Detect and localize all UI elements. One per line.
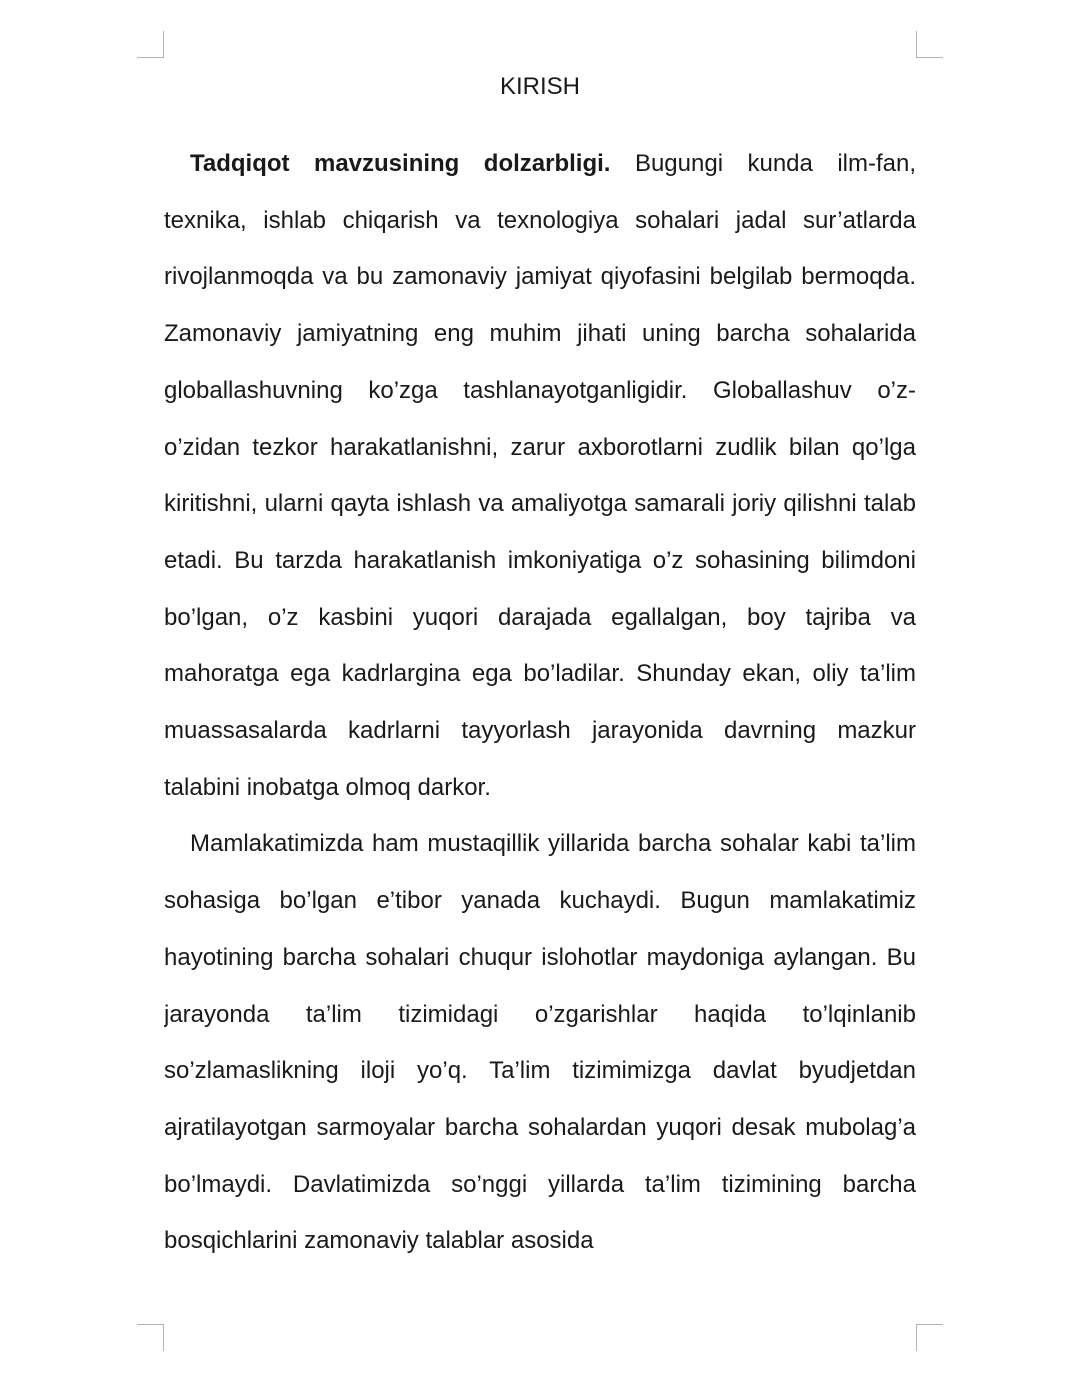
crop-mark-bottom-left bbox=[137, 1324, 164, 1351]
paragraph-text: Mamlakatimizda ham mustaqillik yillarida barcha sohalar kabi ta’lim sohasiga bo’lgan e’tibor yanada kuchaydi. Bugun mamlakatimiz hayotining barcha sohalari chuqur islohotlar maydoniga aylangan. Bu jarayonda ta’lim tizimidagi o’zgarishlar haqida to’lqinlanib so’zlamaslikning iloji yo’q. Ta’lim tizimimizga davlat byudjetdan ajratilayotgan sarmoyalar barcha sohalardan yuqori desak mubolag’a bo’lmaydi. Davlatimizda so’nggi yillarda ta’lim tizimining barcha bosqichlarini zamonaviy talablar asosida bbox=[164, 830, 916, 1255]
paragraph-lead-heading: Tadqiqot mavzusining dolzarbligi. bbox=[190, 150, 611, 177]
paragraph-relevance bbox=[164, 136, 916, 816]
crop-mark-top-left bbox=[137, 31, 164, 58]
page-title: KIRISH bbox=[499, 73, 580, 100]
crop-mark-top-right bbox=[916, 31, 943, 58]
body-text bbox=[164, 136, 916, 1324]
crop-mark-bottom-right bbox=[916, 1324, 943, 1351]
paragraph-text: Bugungi kunda ilm-fan, texnika, ishlab chiqarish va texnologiya sohalari jadal sur’atlarda rivojlanmoqda va bu zamonaviy jamiyat qiyofasini belgilab bermoqda. Zamonaviy jamiyatning eng muhim jihati uning barcha sohalarida globallashuvning ko’zga tashlanayotganligidir. Globallashuv o’z-o’zidan tezkor harakatlanishni, zarur axborotlarni zudlik bilan qo’lga kiritishni, ularni qayta ishlash va amaliyotga samarali joriy qilishni talab etadi. Bu tarzda harakatlanish imkoniyatiga o’z sohasining bilimdoni bo’lgan, o’z kasbini yuqori darajada egallalgan, boy tajriba va mahoratga ega kadrlargina ega bo’ladilar. Shunday ekan, oliy ta’lim muassasalarda kadrlarni tayyorlash jarayonida davrning mazkur talabini inobatga olmoq darkor. bbox=[164, 150, 916, 801]
paragraph-education bbox=[164, 816, 916, 1270]
